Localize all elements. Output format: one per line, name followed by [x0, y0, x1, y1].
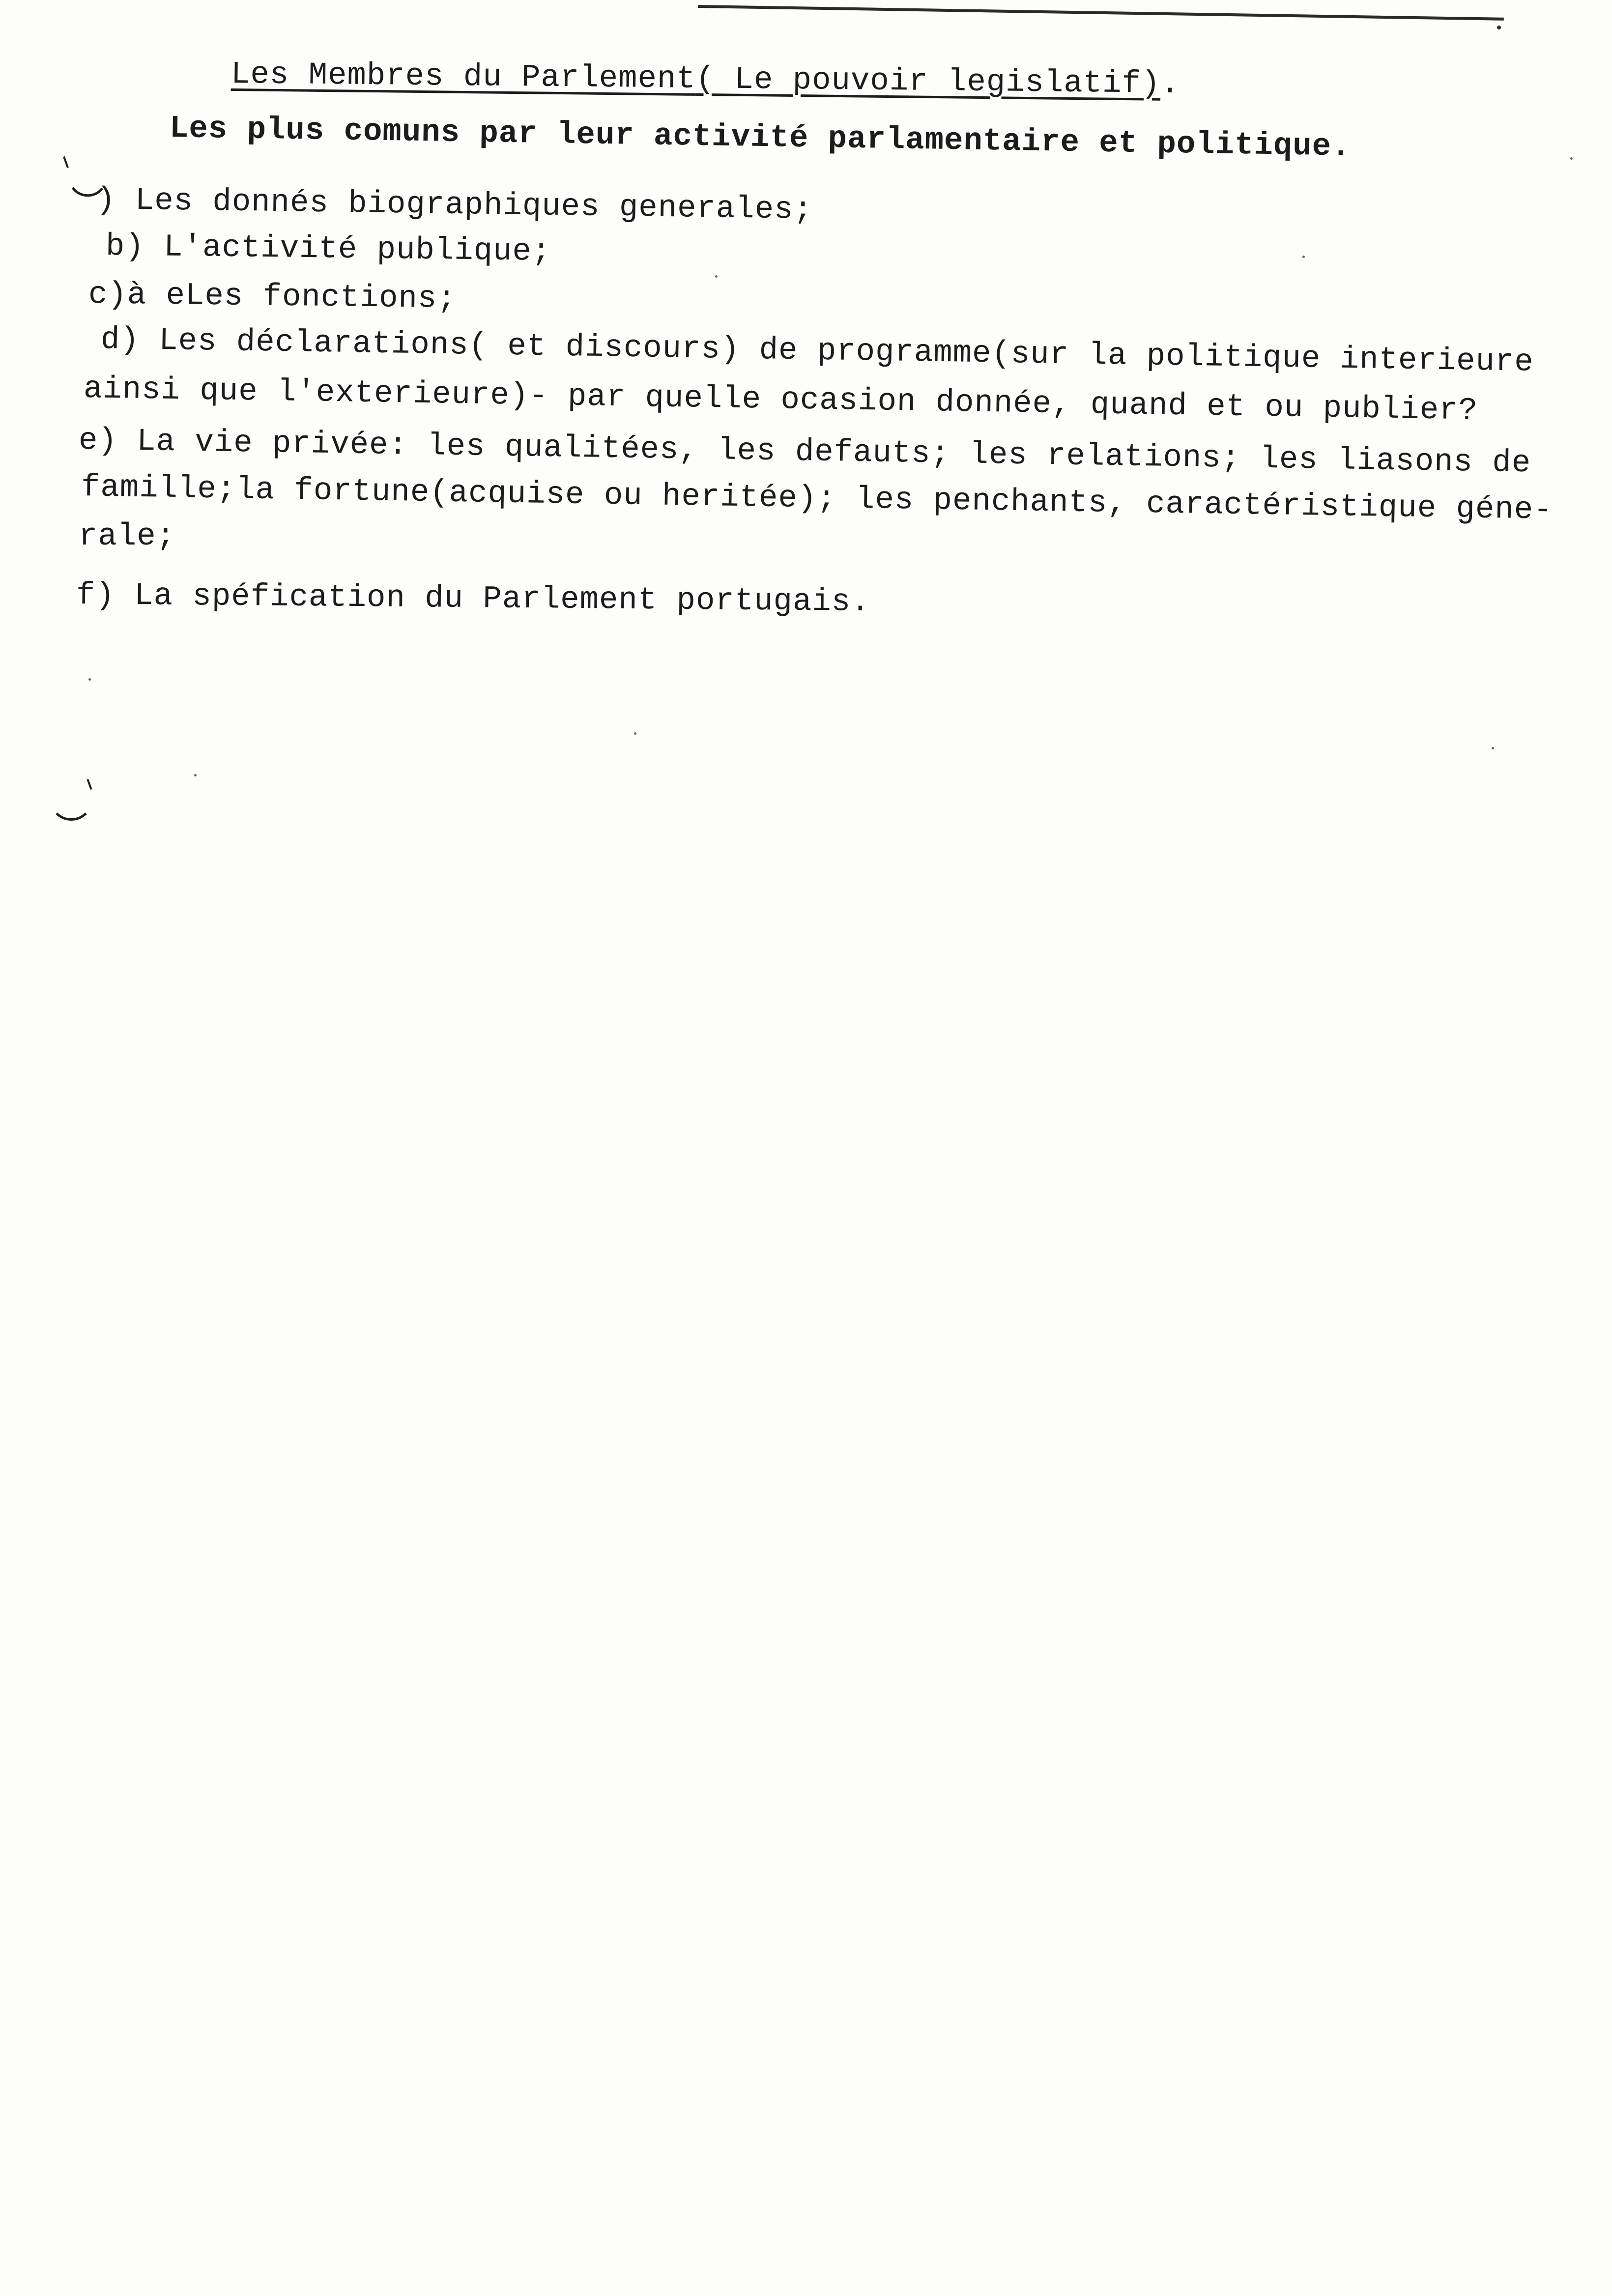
handwritten-tick-mark-bottom — [86, 779, 92, 790]
paper-speck — [715, 275, 718, 278]
item-f: f) La spéfication du Parlement portugais. — [76, 578, 870, 621]
paper-speck — [634, 732, 636, 735]
item-d-line-1: d) Les déclarations( et discours) de programme(sur la politique interieure — [100, 322, 1534, 380]
title-period: . — [1160, 66, 1180, 103]
handwritten-curve-mark-bottom — [49, 796, 93, 821]
paper-speck — [194, 774, 197, 776]
item-e-line-1: e) La vie privée: les qualitées, les defauts; les relations; les liasons de — [78, 423, 1531, 482]
title-main: Les Membres du Parlement — [230, 57, 696, 97]
paper-speck — [1302, 256, 1305, 258]
title-parenthetical: ( Le pouvoir legislatif) — [695, 61, 1161, 102]
item-a-text: ) Les donnés biographiques generales; — [96, 182, 813, 229]
paper-speck — [88, 678, 91, 681]
top-edge-mark — [1497, 26, 1501, 29]
item-b: b) L'activité publique; — [105, 229, 551, 270]
top-edge-rule — [698, 5, 1504, 21]
item-d-line-2: ainsi que l'exterieure)- par quelle ocasion donnée, quand et ou publier? — [83, 372, 1478, 429]
paper-speck — [1492, 747, 1494, 749]
item-e-line-2: famille;la fortune(acquise ou heritée); les penchants, caractéristique géne- — [81, 470, 1554, 529]
handwritten-tick-mark — [63, 156, 69, 168]
item-a — [69, 182, 813, 229]
intro-line: Les plus comuns par leur activité parlamentaire et politique. — [169, 111, 1352, 165]
document-title — [230, 57, 1180, 103]
paper-speck — [1570, 157, 1573, 160]
item-e-line-3: rale; — [79, 519, 176, 554]
title-underlined-text — [231, 57, 1161, 102]
item-c: c)à eLes fonctions; — [88, 277, 457, 317]
